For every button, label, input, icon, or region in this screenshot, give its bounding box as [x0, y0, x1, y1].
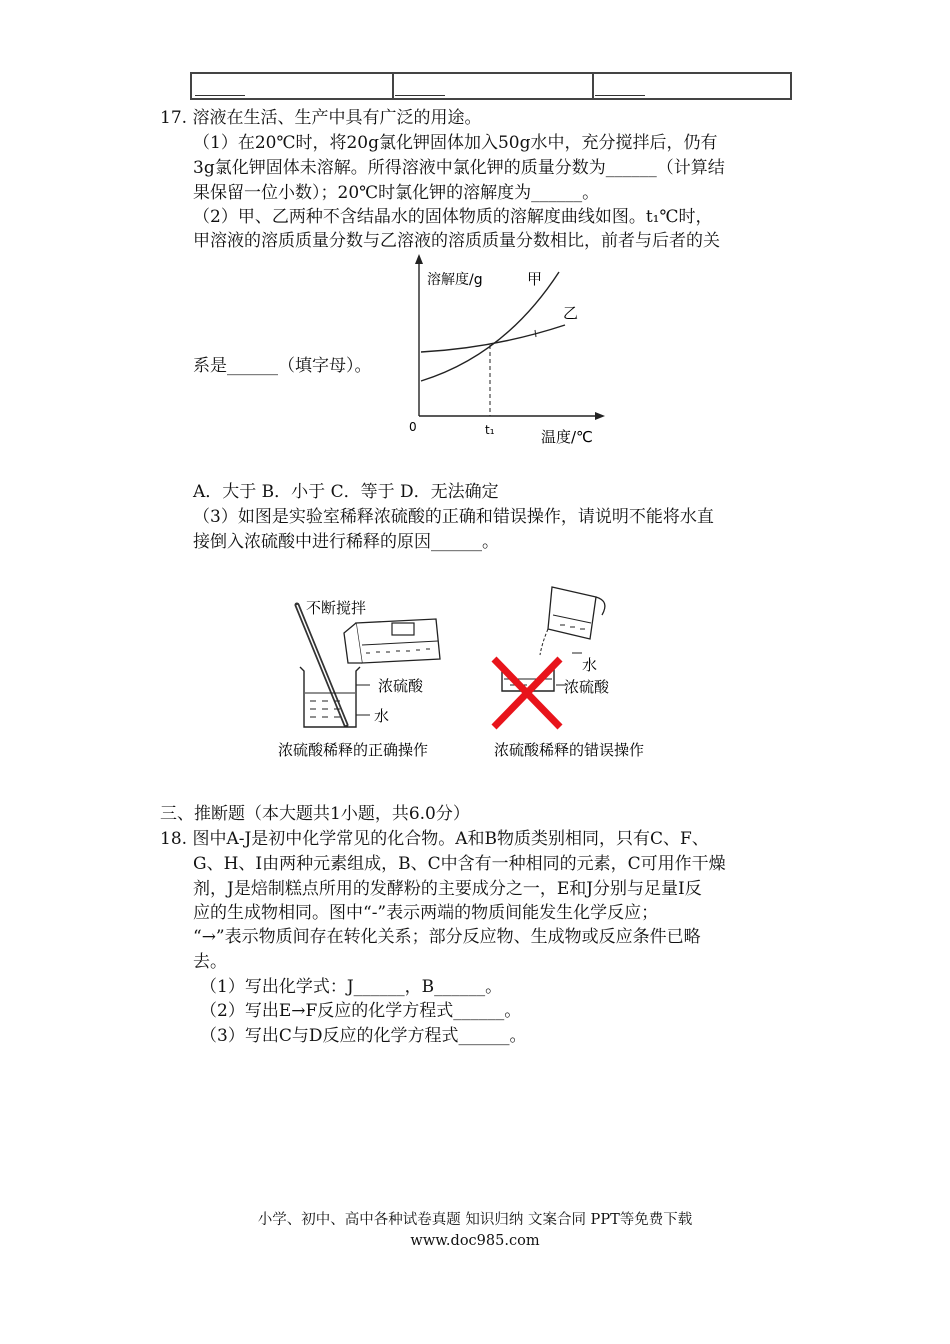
- series-label-jia: 甲: [527, 270, 543, 288]
- series-label-yi: 乙: [563, 304, 579, 322]
- table-cell: [192, 74, 394, 98]
- q17-part3-line1: （3）如图是实验室稀释浓硫酸的正确和错误操作，请说明不能将水直: [193, 507, 714, 527]
- tick-yi: [535, 330, 536, 337]
- q18-sub2: （2）写出E→F反应的化学方程式______。: [200, 1001, 522, 1021]
- water-label-left: 水: [374, 707, 390, 725]
- solubility-chart: [395, 250, 615, 450]
- t1-label: t₁: [485, 423, 495, 437]
- footer-url: www.doc985.com: [410, 1233, 540, 1249]
- q18-line6: 去。: [193, 952, 227, 972]
- dilution-figure: [270, 575, 690, 770]
- stir-label: 不断搅拌: [306, 599, 367, 617]
- q18-sub3: （3）写出C与D反应的化学方程式______。: [200, 1026, 527, 1046]
- q18-line5: “→”表示物质间存在转化关系；部分反应物、生成物或反应条件已略: [193, 927, 701, 947]
- curve-yi: [421, 325, 565, 352]
- q18-line2: G、H、I由两种元素组成，B、C中含有一种相同的元素，C可用作干燥: [193, 854, 726, 874]
- q17-options: A．大于 B．小于 C．等于 D．无法确定: [193, 482, 499, 502]
- table-cell: [592, 74, 790, 98]
- acid-label-right: 浓硫酸: [564, 678, 610, 696]
- caption-wrong: 浓硫酸稀释的错误操作: [494, 741, 645, 759]
- q17-part1-line2: 3g氯化钾固体未溶解。所得溶液中氯化钾的质量分数为______（计算结: [193, 158, 725, 178]
- curve-jia: [421, 272, 559, 381]
- y-axis-label: 溶解度/g: [427, 272, 483, 288]
- q18-line1: 18. 图中A-J是初中化学常见的化合物。A和B物质类别相同，只有C、F、: [160, 829, 709, 849]
- q17-title: 17. 溶液在生活、生产中具有广泛的用途。: [160, 108, 482, 128]
- x-axis-arrow: [595, 412, 605, 420]
- water-label-right: 水: [582, 656, 598, 674]
- q18-sub1: （1）写出化学式：J______，B______。: [200, 977, 503, 997]
- q17-part2-line1: （2）甲、乙两种不含结晶水的固体物质的溶解度曲线如图。t₁℃时，: [193, 207, 713, 227]
- q18-line4: 应的生成物相同。图中“-”表示两端的物质间能发生化学反应；: [193, 903, 659, 923]
- water-beaker-tilted: [548, 587, 605, 639]
- caption-correct: 浓硫酸稀释的正确操作: [278, 741, 429, 759]
- acid-label-left: 浓硫酸: [378, 677, 424, 695]
- origin-label: 0: [409, 420, 417, 434]
- q17-part1-line1: （1）在20℃时，将20g氯化钾固体加入50g水中，充分搅拌后，仍有: [193, 133, 718, 153]
- q18-line3: 剂，J是焙制糕点所用的发酵粉的主要成分之一，E和J分别与足量I反: [193, 879, 702, 899]
- y-axis-arrow: [415, 254, 423, 264]
- q17-part2-line3: 系是______（填字母）。: [193, 356, 372, 376]
- section3-heading: 三、推断题（本大题共1小题，共6.0分）: [160, 804, 470, 824]
- q17-part2-line2: 甲溶液的溶质质量分数与乙溶液的溶质质量分数相比，前者与后者的关: [193, 231, 720, 251]
- q17-part3-line2: 接倒入浓硫酸中进行稀释的原因______。: [193, 532, 499, 552]
- answer-table-fragment: [190, 72, 792, 100]
- q17-part1-line3: 果保留一位小数）；20℃时氯化钾的溶解度为______。: [193, 183, 600, 203]
- table-cell: [392, 74, 594, 98]
- footer-line1: 小学、初中、高中各种试卷真题 知识归纳 文案合同 PPT等免费下载: [257, 1212, 693, 1228]
- x-axis-label: 温度/℃: [541, 428, 593, 446]
- beaker-left: [300, 667, 360, 727]
- wrong-cross-icon: [494, 659, 560, 727]
- acid-bottle: [344, 619, 440, 663]
